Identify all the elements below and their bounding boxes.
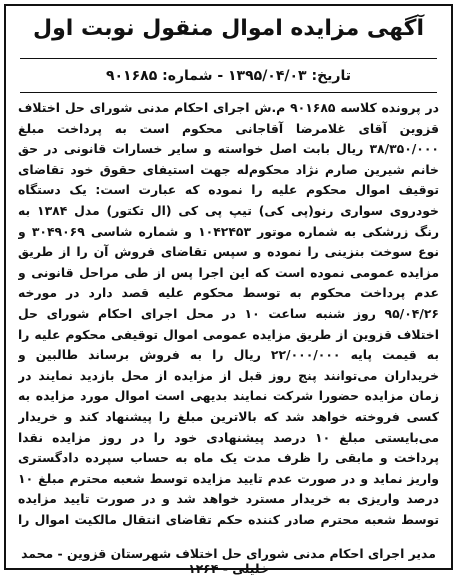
notice-frame (4, 4, 453, 576)
notice-body: در پرونده کلاسه ۹۰۱۶۸۵ م.ش اجرای احکام مدنی شورای حل اختلاف قزوین آقای غلامرضا آقاجانی محکوم است به پرداخت مبلغ ۳۸/۳۵۰/۰۰۰ ریال بابت اصل خواسته و سایر خسارات قانونی در حق خانم شیرین صارم نژاد محکوم‌له جهت استیفای حقوق خود تقاضای توقیف اموال محکوم علیه را نموده که عبارت است: یک دستگاه خودروی سواری رنو(پی کی) تیپ پی کی (ال تکتور) مدل ۱۳۸۴ به رنگ زرشکی به شماره موتور ۱۰۴۲۴۵۳ و شماره شاسی ۳۰۴۹۰۶۹ و نوع سوخت بنزینی را نموده و سپس تقاضای فروش آن را از طریق مزایده عمومی نموده است که این اجرا پس از طی مراحل قانونی و عدم پرداخت محکوم به توسط محکوم علیه قصد دارد در مورخه ۹۵/۰۴/۲۶ روز شنبه ساعت ۱۰ در محل اجرای احکام شورای حل اختلاف قزوین از طریق مزایده عمومی اموال توقیفی محکوم علیه را به قیمت پایه ۲۲/۰۰۰/۰۰۰ ریال را به فروش برساند طالبین و خریداران می‌توانند پنج روز قبل از مزایده از محل بازدید نمایند در زمان مزایده حضورا شرکت نمایند بدیهی است اموال مورد مزایده به کسی فروخته خواهد شد که بالاترین مبلغ را پیشنهاد کند و خریدار می‌بایستی مبلغ ۱۰ درصد پیشنهادی خود را در روز مزایده نقدا پرداخت و مابقی را ظرف مدت یک ماه به حساب سپرده دادگستری واریز نماید و در صورت عدم تایید مزایده توسط شعبه محترم مبلغ ۱۰ درصد واریزی به خریدار مسترد خواهد شد و در صورت تایید مزایده توسط شعبه محترم صادر کننده حکم تقاضای انتقال مالکیت اموال را (18, 100, 439, 527)
title-divider (20, 58, 437, 59)
notice-signature: مدیر اجرای احکام مدنی شورای حل اختلاف شهرستان قزوین - محمد خلیلی - ۱۲۶۴ (21, 546, 436, 576)
notice-date-number: تاریخ: ۱۳۹۵/۰۴/۰۳ - شماره: ۹۰۱۶۸۵ (105, 68, 352, 84)
notice-title: آگهی مزایده اموال منقول نوبت اول (32, 16, 425, 41)
subtitle-divider (20, 92, 437, 93)
